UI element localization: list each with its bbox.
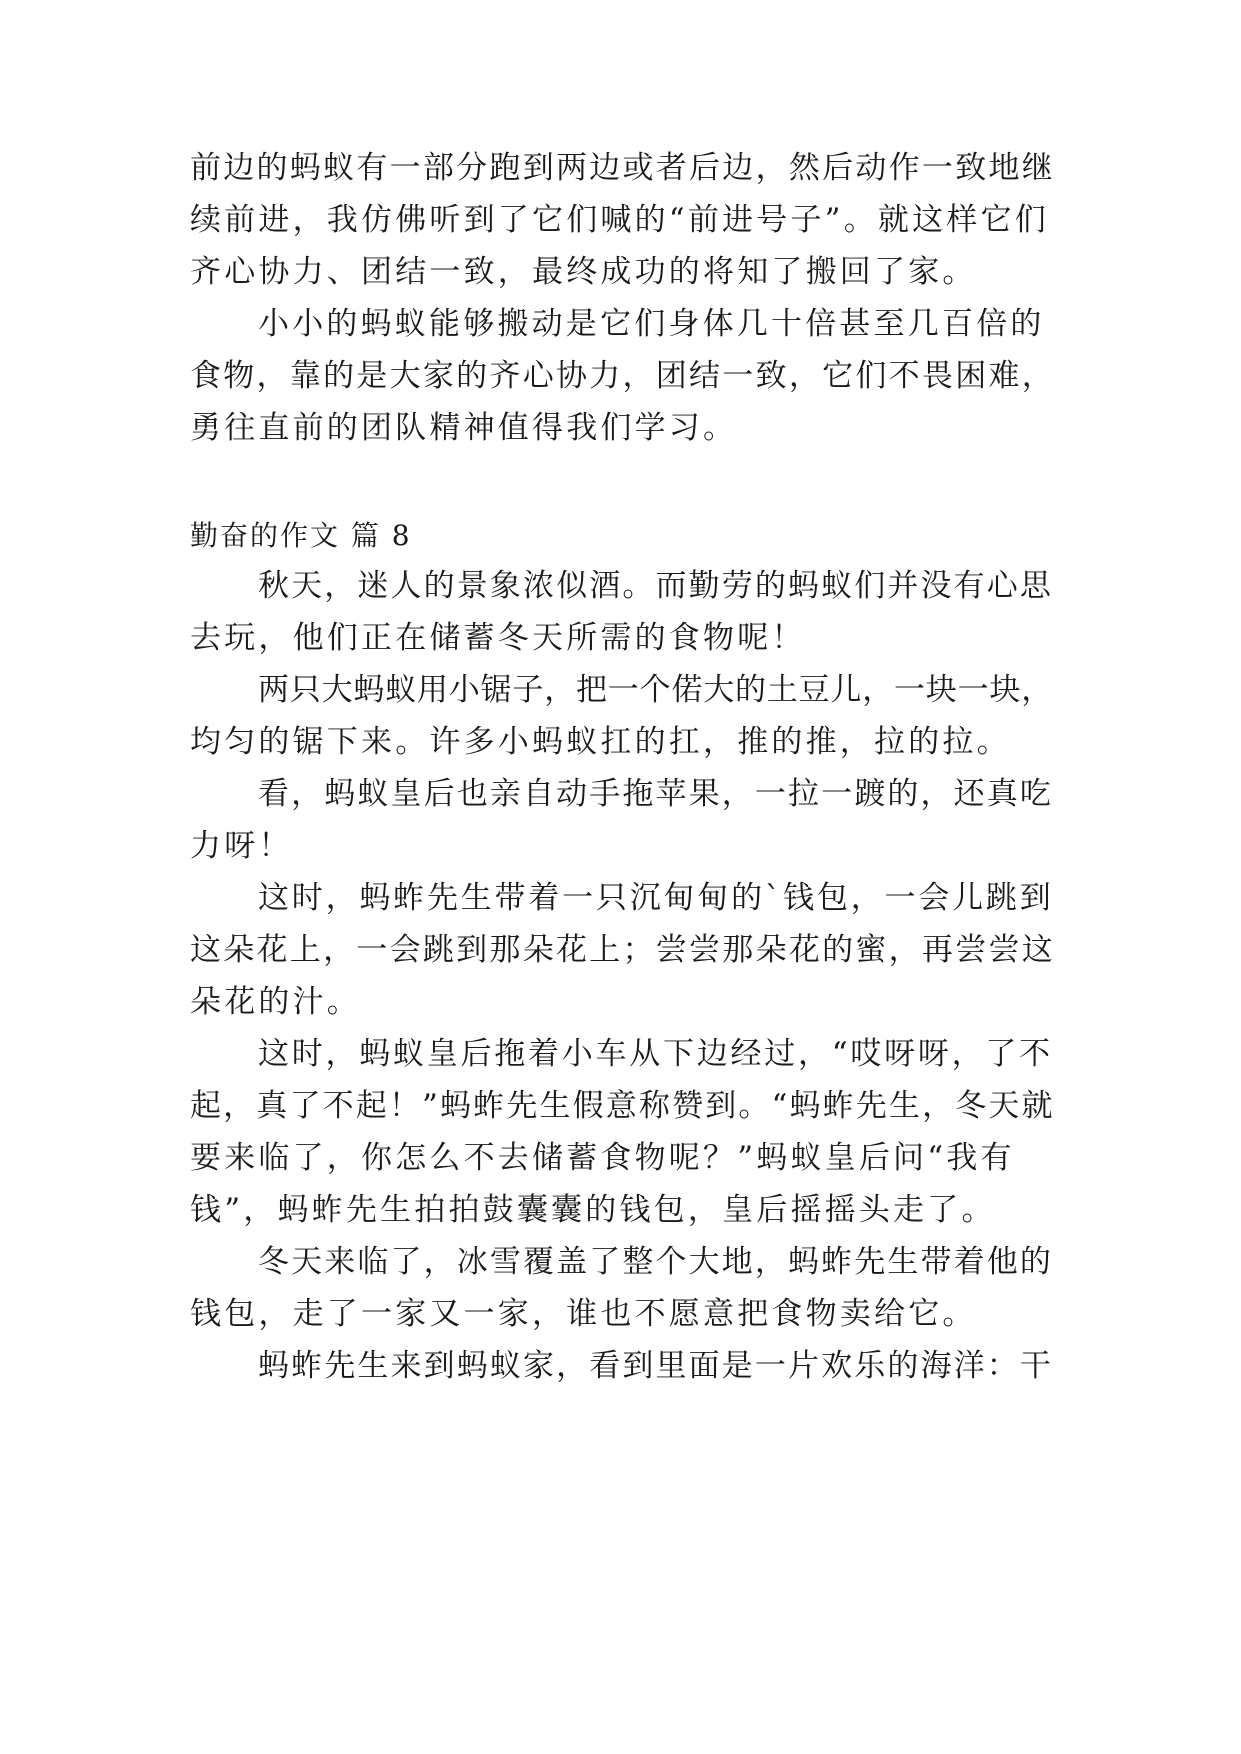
paragraph-line: 勇往直前的团队精神值得我们学习。 (190, 410, 738, 446)
paragraph-line: 均匀的锯下来。许多小蚂蚁扛的扛，推的推，拉的拉。 (190, 724, 1011, 760)
paragraph-line: 要来临了，你怎么不去储蓄食物呢？”蚂蚁皇后问“我有 (190, 1140, 1015, 1176)
paragraph-line: 冬天来临了，冰雪覆盖了整个大地，蚂蚱先生带着他的 (258, 1244, 1053, 1280)
paragraph-line: 这时，蚂蚱先生带着一只沉甸甸的`钱包，一会儿跳到 (258, 880, 1054, 916)
paragraph-line: 起，真了不起！”蚂蚱先生假意称赞到。“蚂蚱先生，冬天就 (190, 1088, 1055, 1124)
paragraph-line: 这朵花上，一会跳到那朵花上；尝尝那朵花的蜜，再尝尝这 (190, 932, 1055, 968)
paragraph-line: 去玩，他们正在储蓄冬天所需的食物呢！ (190, 620, 806, 656)
paragraph-line: 两只大蚂蚁用小锯子，把一个偌大的土豆儿，一块一块， (258, 672, 1053, 708)
section-heading: 勤奋的作文 篇 8 (190, 519, 412, 552)
paragraph-line: 前边的蚂蚁有一部分跑到两边或者后边，然后动作一致地继 (190, 150, 1055, 186)
paragraph-line: 齐心协力、团结一致，最终成功的将知了搬回了家。 (190, 254, 977, 290)
paragraph-line: 秋天，迷人的景象浓似酒。而勤劳的蚂蚁们并没有心思 (258, 568, 1053, 604)
paragraph-line: 力呀！ (190, 828, 293, 864)
paragraph-line: 这时，蚂蚁皇后拖着小车从下边经过，“哎呀呀，了不 (258, 1036, 1053, 1072)
paragraph-line: 续前进，我仿佛听到了它们喊的“前进号子”。就这样它们 (190, 202, 1049, 238)
paragraph-line: 钱”，蚂蚱先生拍拍鼓囊囊的钱包，皇后摇摇头走了。 (190, 1192, 996, 1228)
paragraph-line: 蚂蚱先生来到蚂蚁家，看到里面是一片欢乐的海洋：干 (258, 1348, 1053, 1384)
paragraph-line: 小小的蚂蚁能够搬动是它们身体几十倍甚至几百倍的 (258, 306, 1045, 342)
paragraph-line: 看，蚂蚁皇后也亲自动手拖苹果，一拉一踱的，还真吃 (258, 776, 1053, 812)
paragraph-line: 食物，靠的是大家的齐心协力，团结一致，它们不畏困难， (190, 358, 1055, 394)
paragraph-line: 朵花的汁。 (190, 984, 361, 1020)
paragraph-line: 钱包，走了一家又一家，谁也不愿意把食物卖给它。 (190, 1296, 977, 1332)
